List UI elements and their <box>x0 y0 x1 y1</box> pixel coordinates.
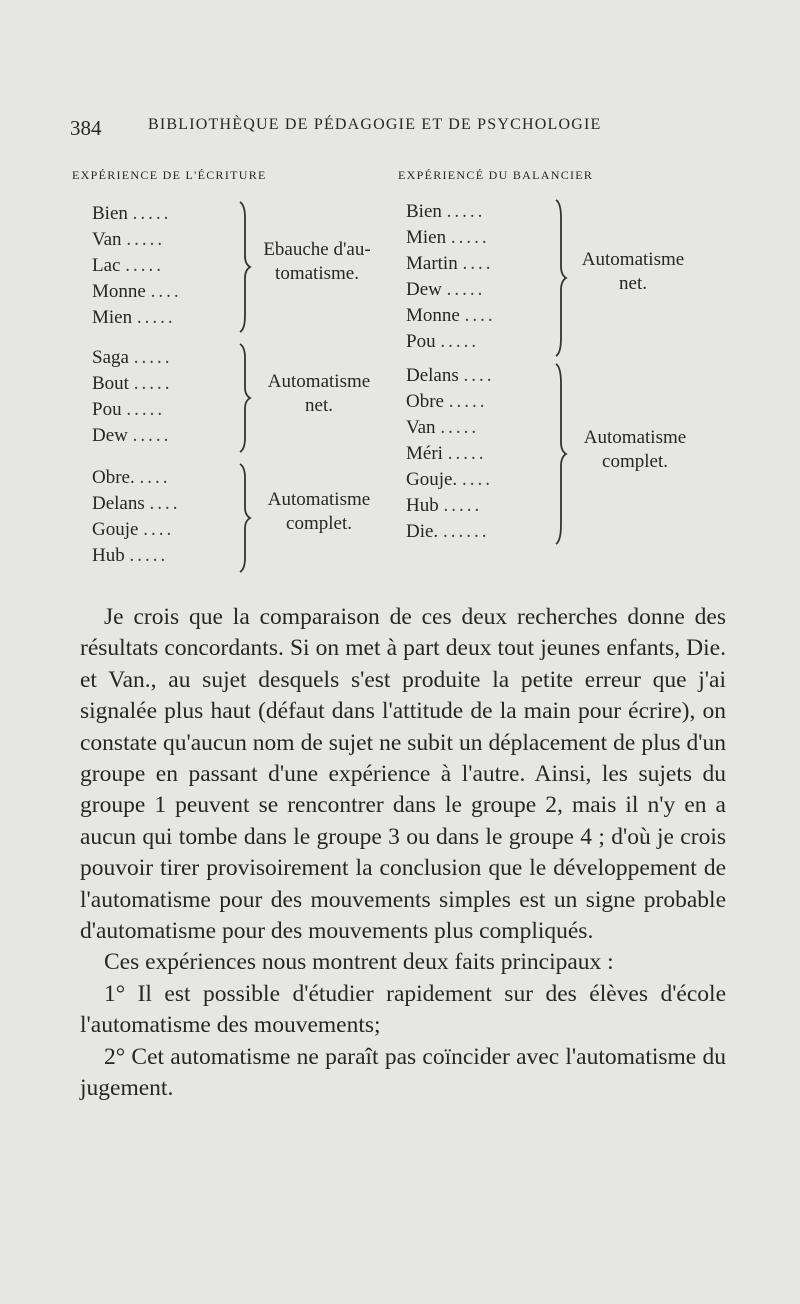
paragraph: Je crois que la comparaison de ces deux recherches donne des résultats concordants. Si on met à part deux tout jeunes enfants, Die. et Van., au sujet desquels s'est produite la petite erreur que j'ai signalée plus haut (défaut dans l'attitude de la main pour écrire), on constate qu'aucun nom de sujet ne subit un déplacement de plus d'un groupe en passant d'une expérience à l'autre. Ainsi, les sujets du groupe 1 peuvent se rencontrer dans le groupe 2, mais il n'y en a aucun qui tombe dans le groupe 3 ou dans le groupe 4 ; d'où je crois pouvoir tirer provisoirement la conclusion que le développement de l'automatisme pour des mouvements simples est un signe probable d'automatisme pour des mouvements plus compliqués. <box>80 604 726 945</box>
left-group-1-brace <box>232 200 252 334</box>
paragraph: 1° Il est possible d'étudier rapidement sur des élèves d'école l'automatisme des mouvements; <box>80 980 726 1039</box>
name-entry: Delans .... <box>406 365 495 386</box>
left-group-1-label: Ebauche d'au- tomatisme. <box>263 239 371 284</box>
name-entry: Pou ..... <box>406 331 480 352</box>
name-entry: Lac ..... <box>92 255 164 276</box>
name-entry: Van ..... <box>92 229 166 250</box>
left-group-3-label: Automatisme complet. <box>267 489 371 534</box>
left-group-2-brace <box>232 342 252 454</box>
name-entry: Hub ..... <box>406 495 483 516</box>
running-head <box>70 108 650 138</box>
paragraph: 2° Cet automatisme ne paraît pas coïncider avec l'automatisme du jugement. <box>80 1043 726 1102</box>
name-entry: Bien ..... <box>92 203 172 224</box>
right-column-title: EXPÉRIENCÉ DU BALANCIER <box>398 168 594 182</box>
name-entry: Monne .... <box>406 305 496 326</box>
right-group-1-label: Automatisme net. <box>581 249 685 294</box>
name-entry: Bout ..... <box>92 373 173 394</box>
running-title: BIBLIOTHÈQUE DE PÉDAGOGIE ET DE PSYCHOLOGIE <box>148 116 602 133</box>
name-entry: Gouje. .... <box>406 469 493 490</box>
left-group-2-label: Automatisme net. <box>267 371 371 416</box>
name-entry: Pou ..... <box>92 399 166 420</box>
page-number: 384 <box>70 116 102 140</box>
right-group-2-label: Automatisme complet. <box>583 427 687 472</box>
name-entry: Mien ..... <box>406 227 490 248</box>
name-entry: Die. ...... <box>406 521 490 542</box>
right-group-2-brace <box>548 362 568 546</box>
name-entry: Obre ..... <box>406 391 488 412</box>
right-group-1-brace <box>548 198 568 358</box>
name-entry: Mien ..... <box>92 307 176 328</box>
name-entry: Hub ..... <box>92 545 169 566</box>
name-entry: Delans .... <box>92 493 181 514</box>
name-entry: Dew ..... <box>92 425 172 446</box>
paragraph: Ces expériences nous montrent deux faits principaux : <box>104 949 614 976</box>
name-entry: Bien ..... <box>406 201 486 222</box>
name-entry: Gouje .... <box>92 519 175 540</box>
name-entry: Monne .... <box>92 281 182 302</box>
name-entry: Dew ..... <box>406 279 486 300</box>
name-entry: Saga ..... <box>92 347 173 368</box>
left-group-3-brace <box>232 462 252 574</box>
name-entry: Van ..... <box>406 417 480 438</box>
left-column-title: EXPÉRIENCE DE L'ÉCRITURE <box>72 168 267 182</box>
body-text <box>80 602 726 1105</box>
name-entry: Obre. .... <box>92 467 171 488</box>
name-entry: Martin .... <box>406 253 494 274</box>
name-entry: Méri ..... <box>406 443 487 464</box>
